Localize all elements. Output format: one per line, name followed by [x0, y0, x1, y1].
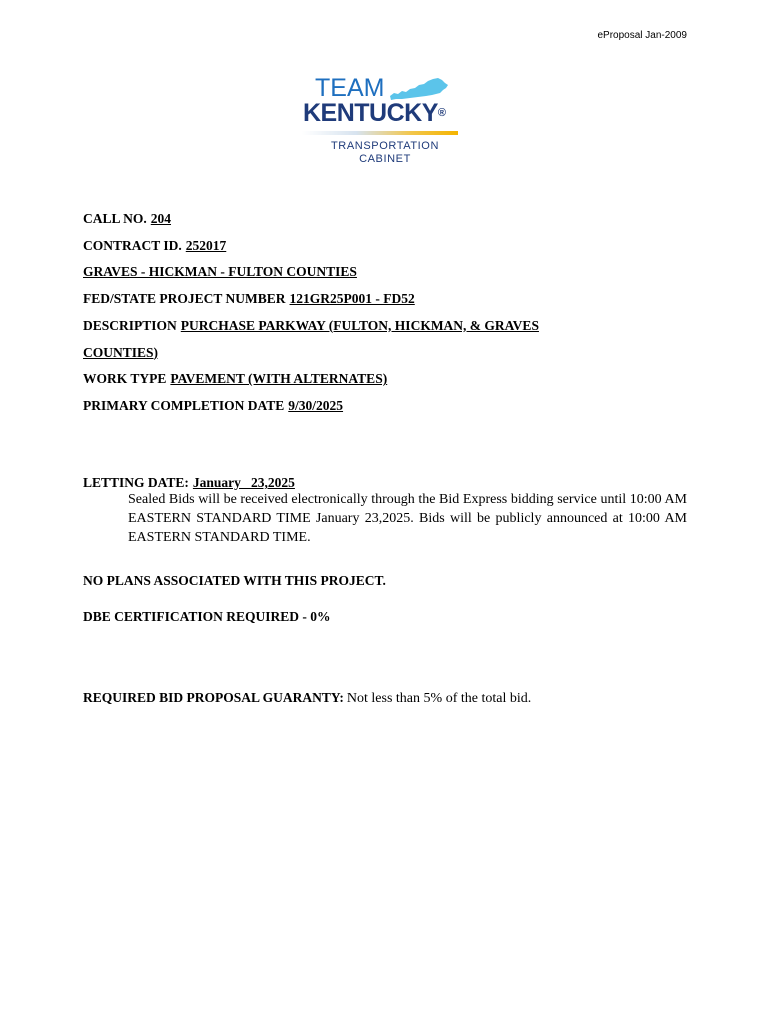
work-type-value: PAVEMENT (WITH ALTERNATES) — [170, 371, 388, 387]
counties-value: GRAVES - HICKMAN - FULTON COUNTIES — [83, 264, 357, 280]
logo-gradient-bar — [302, 131, 458, 135]
letting-body-text: Sealed Bids will be received electronically through the Bid Express bidding service until 10:00 AM EASTERN STANDARD TIME January 23,2025. Bids will be publicly announced at 10:00 AM EASTERN STANDARD TIME. — [128, 492, 687, 545]
logo-team-text: TEAM — [315, 74, 385, 102]
description-row — [83, 313, 643, 340]
call-no-row — [83, 206, 643, 233]
no-plans-notice: NO PLANS ASSOCIATED WITH THIS PROJECT. — [83, 573, 386, 588]
bid-guaranty-value: Not less than 5% of the total bid. — [346, 691, 532, 706]
letting-date-value: January 23,2025 — [192, 475, 295, 490]
completion-date-value: 9/30/2025 — [288, 397, 344, 413]
description-value-line2: COUNTIES) — [83, 344, 159, 360]
logo-subtitle-1: TRANSPORTATION — [330, 140, 440, 152]
contract-id-label: CONTRACT ID. — [83, 237, 182, 253]
completion-date-label: PRIMARY COMPLETION DATE — [83, 397, 285, 413]
bid-guaranty-label: REQUIRED BID PROPOSAL GUARANTY: — [83, 690, 344, 705]
contract-id-row — [83, 233, 643, 260]
dbe-requirement: DBE CERTIFICATION REQUIRED - 0% — [83, 609, 331, 624]
logo-kentucky-text — [303, 99, 446, 127]
description-label: DESCRIPTION — [83, 317, 177, 333]
letting-section — [83, 475, 687, 547]
proposal-fields — [83, 206, 643, 420]
work-type-label: WORK TYPE — [83, 371, 167, 387]
project-number-row — [83, 286, 643, 313]
call-no-value: 204 — [150, 211, 172, 226]
project-number-label: FED/STATE PROJECT NUMBER — [83, 291, 286, 307]
completion-date-row — [83, 393, 643, 420]
form-reference: eProposal Jan-2009 — [597, 30, 687, 41]
logo-registered-mark: ® — [437, 107, 446, 119]
logo-kentucky-word: KENTUCKY — [303, 99, 438, 127]
work-type-row — [83, 366, 643, 393]
description-continuation-row — [83, 340, 643, 367]
description-value-line1: PURCHASE PARKWAY (FULTON, HICKMAN, & GRAVES — [180, 317, 539, 333]
counties-row — [83, 259, 643, 286]
letting-date-label: LETTING DATE: — [83, 475, 189, 490]
project-number-value: 121GR25P001 - FD52 — [289, 291, 415, 307]
letting-date-line — [83, 475, 687, 491]
contract-id-value: 252017 — [185, 237, 227, 253]
bid-guaranty-line — [83, 690, 531, 707]
team-kentucky-logo — [300, 72, 475, 172]
call-no-label: CALL NO. — [83, 211, 147, 226]
logo-subtitle-2: CABINET — [359, 153, 411, 165]
